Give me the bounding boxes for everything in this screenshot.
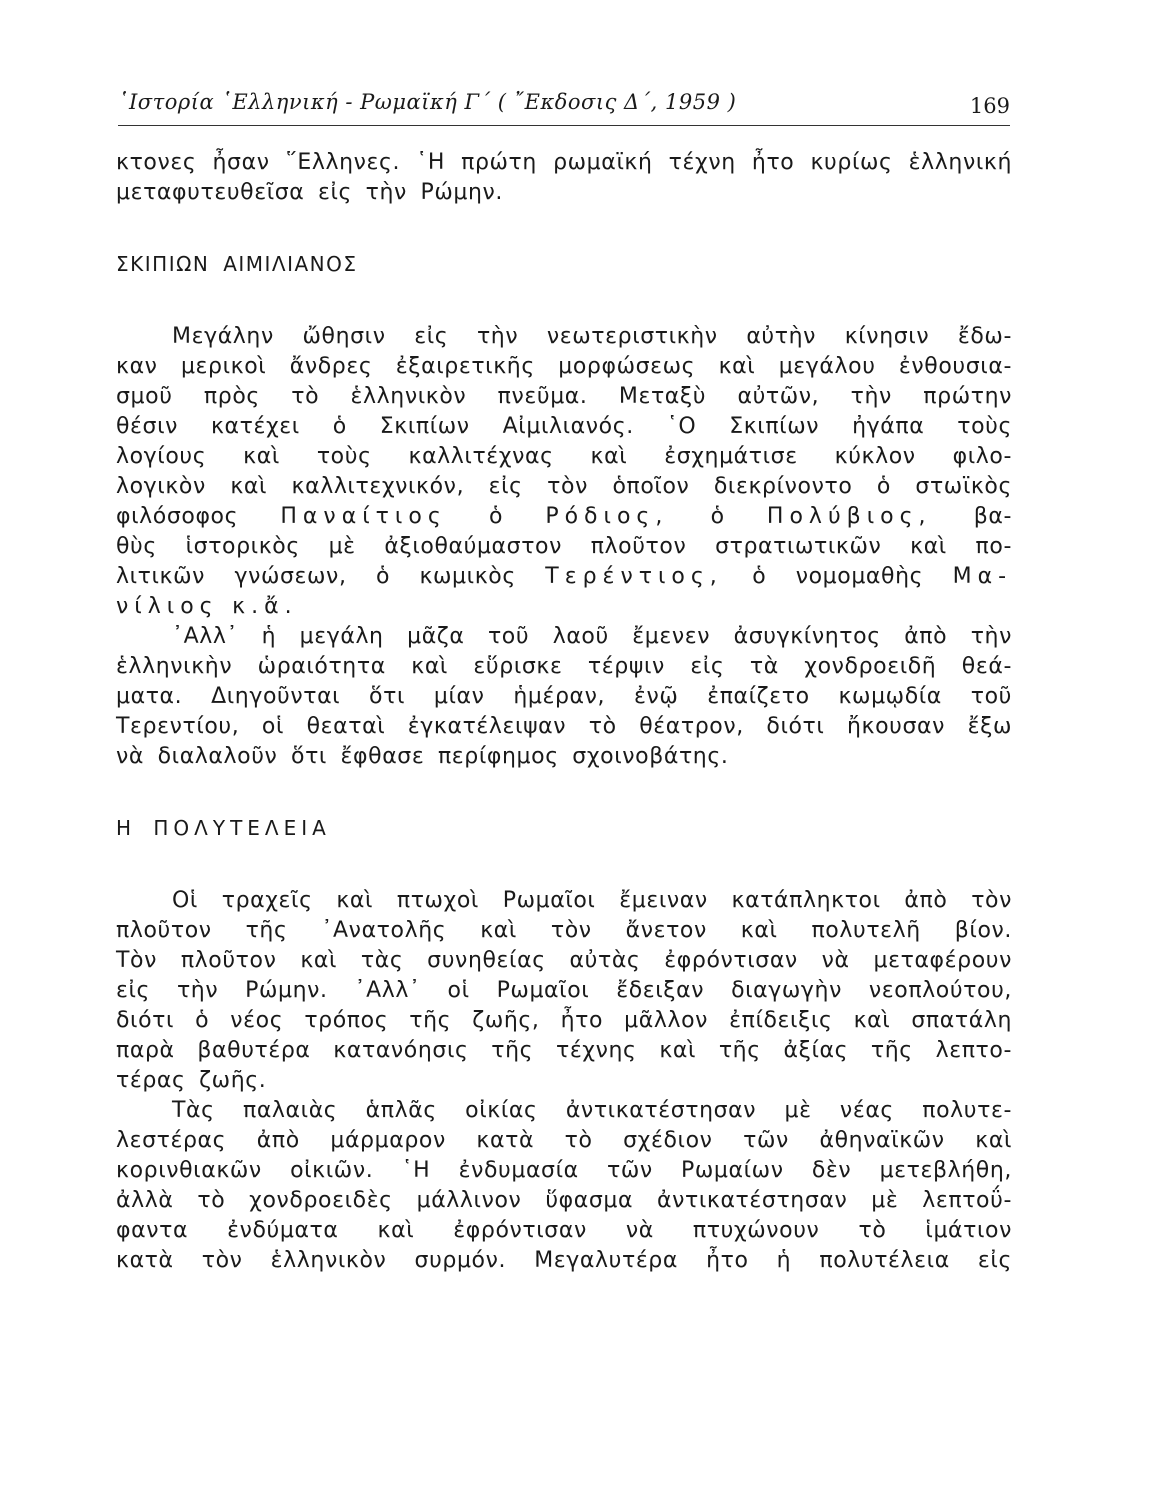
header-rule [118, 125, 1010, 126]
text-line: λεστέρας ἀπὸ μάρμαρον κατὰ τὸ σχέδιον τῶν ἀθηναϊκῶν καὶ [116, 1128, 1012, 1153]
text-line: εἰς τὴν Ρώμην. ᾿Αλλ᾿ οἱ Ρωμαῖοι ἔδειξαν διαγωγὴν νεοπλούτου, [116, 978, 1012, 1003]
text-span: βα- [973, 504, 1013, 529]
text-line: τέρας ζωῆς. [116, 1068, 267, 1093]
running-title: ῾Ιστορία ῾Ελληνική - Ρωμαϊκή Γ΄ ( ῎Εκδοσις Δ΄, 1959 ) [118, 90, 737, 114]
text-span: φιλόσοφος [116, 504, 239, 529]
spaced-name: Ρόδιος, [545, 504, 669, 529]
text-line [116, 592, 1012, 622]
text-line: θέσιν κατέχει ὁ Σκιπίων Αἰμιλιανός. ῾Ο Σκιπίων ἠγάπα τοὺς [116, 414, 1012, 439]
text-line: κατὰ τὸν ἑλληνικὸν συρμόν. Μεγαλυτέρα ἦτο ἡ πολυτέλεια εἰς [116, 1248, 1012, 1273]
text-line: Μεγάλην ὤθησιν εἰς τὴν νεωτεριστικὴν αὐτὴν κίνησιν ἔδω- [172, 324, 1012, 349]
text-line: λογικὸν καὶ καλλιτεχνικόν, εἰς τὸν ὁποῖον διεκρίνοντο ὁ στωϊκὸς [116, 474, 1012, 499]
text-span: κ.ἄ. [232, 594, 298, 619]
page-body [116, 148, 1012, 1276]
text-line: θὺς ἱστορικὸς μὲ ἀξιοθαύμαστον πλοῦτον στρατιωτικῶν καὶ πο- [116, 534, 1012, 559]
text-line [116, 502, 1012, 532]
text-line: Τὰς παλαιὰς ἁπλᾶς οἰκίας ἀντικατέστησαν μὲ νέας πολυτε- [172, 1098, 1012, 1123]
spaced-name: νίλιος [116, 594, 219, 619]
text-line: πλοῦτον τῆς ᾿Ανατολῆς καὶ τὸν ἄνετον καὶ πολυτελῆ βίον. [116, 918, 1012, 943]
text-line: διότι ὁ νέος τρόπος τῆς ζωῆς, ἦτο μᾶλλον ἐπίδειξις καὶ σπατάλη [116, 1008, 1012, 1033]
text-span: ὁ [489, 504, 504, 529]
spaced-name: Παναίτιος [280, 504, 447, 529]
text-line: νὰ διαλαλοῦν ὅτι ἔφθασε περίφημος σχοινοβάτης. [116, 744, 729, 769]
text-line: Οἱ τραχεῖς καὶ πτωχοὶ Ρωμαῖοι ἔμειναν κατάπληκτοι ἀπὸ τὸν [172, 888, 1012, 913]
text-line: παρὰ βαθυτέρα κατανόησις τῆς τέχνης καὶ τῆς ἀξίας τῆς λεπτο- [116, 1038, 1012, 1063]
text-span: λιτικῶν γνώσεων, ὁ κωμικὸς [116, 564, 516, 589]
text-line: κτονες ἦσαν ῞Ελληνες. ῾Η πρώτη ρωμαϊκή τέχνη ἦτο κυρίως ἑλληνική [116, 150, 1012, 175]
text-line: καν μερικοὶ ἄνδρες ἐξαιρετικῆς μορφώσεως καὶ μεγάλου ἐνθουσια- [116, 354, 1012, 379]
text-line: Τὸν πλοῦτον καὶ τὰς συνηθείας αὐτὰς ἐφρόντισαν νὰ μεταφέρουν [116, 948, 1012, 973]
text-span: ὁ [710, 504, 725, 529]
text-line: φαντα ἐνδύματα καὶ ἐφρόντισαν νὰ πτυχώνουν τὸ ἱμάτιον [116, 1218, 1012, 1243]
text-line: ᾿Αλλ᾿ ἡ μεγάλη μᾶζα τοῦ λαοῦ ἔμενεν ἀσυγκίνητος ἀπὸ τὴν [172, 624, 1012, 649]
text-line: λογίους καὶ τοὺς καλλιτέχνας καὶ ἐσχημάτισε κύκλον φιλο- [116, 444, 1012, 469]
text-span: ὁ νομομαθὴς [752, 564, 924, 589]
section-heading: ΣΚΙΠΙΩΝ ΑΙΜΙΛΙΑΝΟΣ [116, 252, 358, 276]
spaced-name: Πολύβιος, [766, 504, 932, 529]
text-line [116, 562, 1012, 592]
section-heading: Η ΠΟΛΥΤΕΛΕΙΑ [116, 816, 331, 840]
text-line: ἑλληνικὴν ὡραιότητα καὶ εὕρισκε τέρψιν εἰς τὰ χονδροειδῆ θεά- [116, 654, 1012, 679]
text-line: μεταφυτευθεῖσα εἰς τὴν Ρώμην. [116, 180, 504, 205]
text-line: ἀλλὰ τὸ χονδροειδὲς μάλλινον ὕφασμα ἀντικατέστησαν μὲ λεπτοΰ- [116, 1188, 1012, 1213]
text-line: Τερεντίου, οἱ θεαταὶ ἐγκατέλειψαν τὸ θέατρον, διότι ἤκουσαν ἔξω [116, 714, 1012, 739]
running-header [118, 86, 1010, 126]
text-line: ματα. Διηγοῦνται ὅτι μίαν ἡμέραν, ἐνῷ ἐπαίζετο κωμῳδία τοῦ [116, 684, 1012, 709]
text-line: κορινθιακῶν οἰκιῶν. ῾Η ἐνδυμασία τῶν Ρωμαίων δὲν μετεβλήθη, [116, 1158, 1012, 1183]
page-number: 169 [969, 94, 1010, 118]
spaced-name: Μα- [952, 564, 1013, 589]
spaced-name: Τερέντιος, [545, 564, 723, 589]
text-line: σμοῦ πρὸς τὸ ἑλληνικὸν πνεῦμα. Μεταξὺ αὐτῶν, τὴν πρώτην [116, 384, 1012, 409]
